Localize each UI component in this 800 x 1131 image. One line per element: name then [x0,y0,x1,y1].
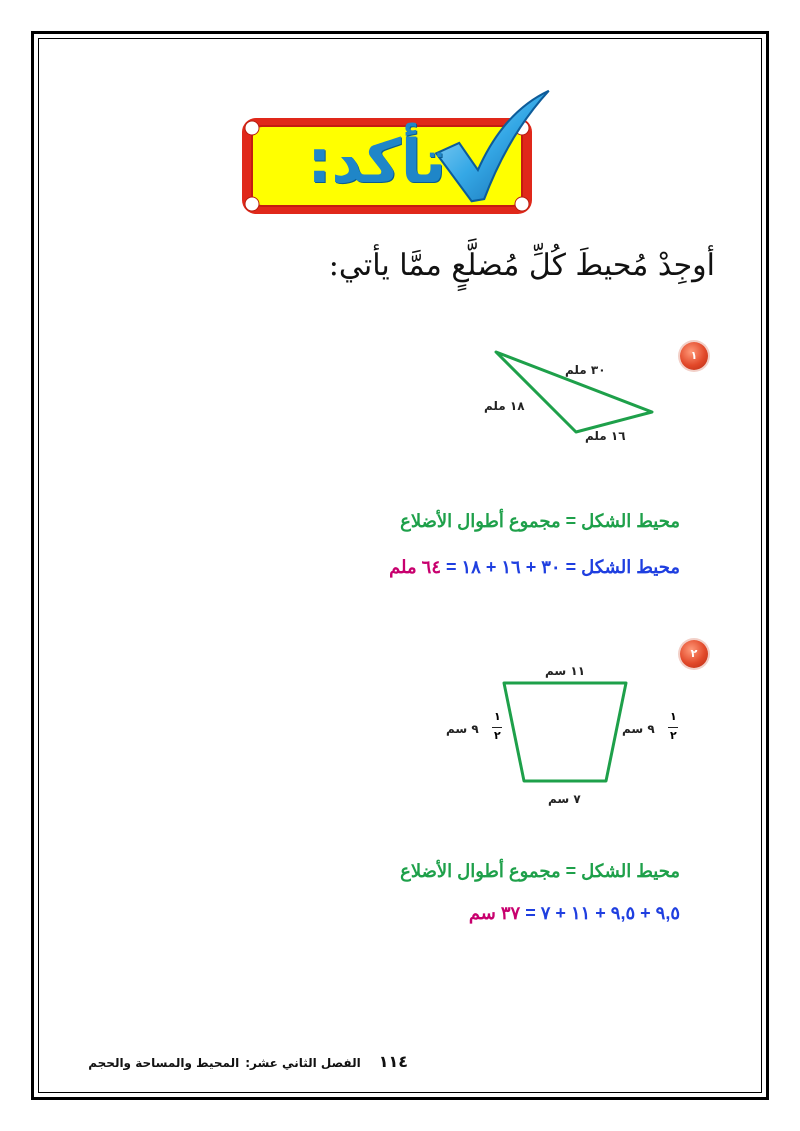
trapezoid-label-top: ١١ سم [545,664,586,678]
instruction-text: أوجِدْ مُحيطَ كُلِّ مُضلَّعٍ ممَّا يأتي: [328,248,715,283]
trapezoid-label-left: ٩ سم ١ ٢ [446,710,501,742]
perimeter-calc-2: ٩,٥ + ٩,٥ + ١١ + ٧ = ٣٧ سم [468,903,680,923]
triangle-label-bottom: ١٦ ملم [585,429,626,443]
perimeter-rule-1: محيط الشكل = مجموع أطوال الأضلاع [400,511,680,531]
triangle-label-left: ١٨ ملم [484,399,525,413]
page-number: ١١٤ [378,1052,408,1071]
page-footer [48,1052,408,1071]
perimeter-calc-1: محيط الشكل = ٣٠ + ١٦ + ١٨ = ٦٤ ملم [389,557,680,577]
perimeter-rule-2: محيط الشكل = مجموع أطوال الأضلاع [400,861,680,881]
checkmark-icon [430,82,555,210]
trapezoid-label-bottom: ٧ سم [548,792,581,806]
fraction-denominator: ٢ [494,729,501,742]
page-title: تأكد: [307,127,446,197]
problem-number-badge: ١ [680,342,708,370]
fraction-denominator: ٢ [670,729,677,742]
chapter-subject: المحيط والمساحة والحجم [88,1056,240,1070]
problem-number-badge: ٢ [680,640,708,668]
triangle-label-top: ٣٠ ملم [565,363,606,377]
fraction-numerator: ١ [494,710,501,723]
fraction-numerator: ١ [670,710,677,723]
trapezoid-label-right: ٩ سم ١ ٢ [622,710,677,742]
trapezoid-figure [490,675,640,790]
chapter-title: الفصل الثاني عشر: [245,1056,361,1070]
triangle-figure [480,340,680,450]
